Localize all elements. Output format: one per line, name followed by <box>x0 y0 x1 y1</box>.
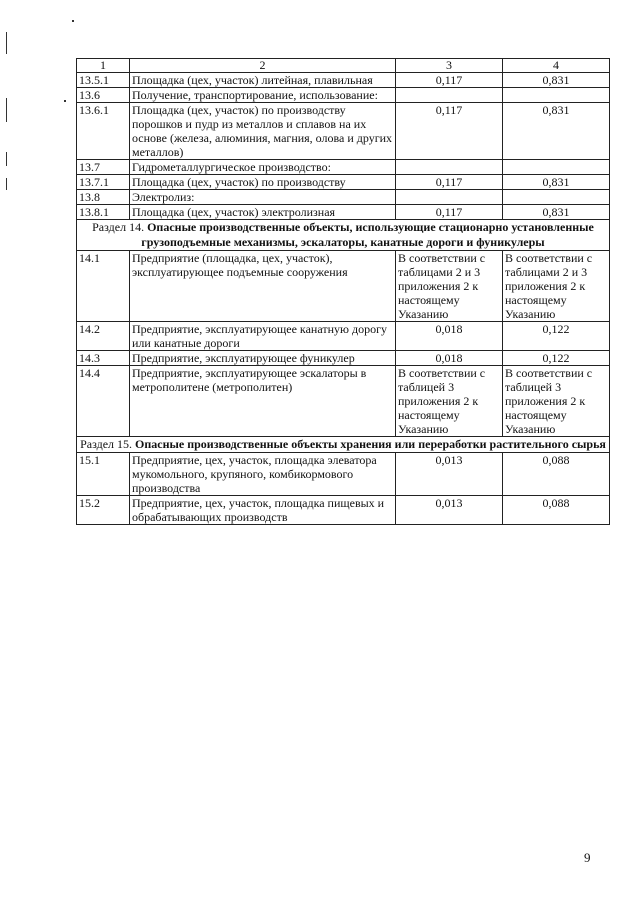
row-name: Предприятие, цех, участок, площадка элеватора мукомольного, крупяного, комбикормового производства <box>130 453 396 496</box>
row-value-col4: 0,122 <box>503 351 610 366</box>
row-name: Площадка (цех, участок) литейная, плавильная <box>130 73 396 88</box>
row-name: Площадка (цех, участок) по производству <box>130 175 396 190</box>
row-code: 14.1 <box>77 251 130 322</box>
table-row <box>77 351 610 366</box>
row-name: Предприятие, цех, участок, площадка пищевых и обрабатывающих производств <box>130 496 396 525</box>
row-code: 13.6 <box>77 88 130 103</box>
scan-mark <box>6 178 7 190</box>
row-name: Получение, транспортирование, использование: <box>130 88 396 103</box>
table-row <box>77 251 610 322</box>
rates-table <box>76 58 610 525</box>
scan-dot <box>64 100 66 102</box>
row-value-col4: 0,831 <box>503 175 610 190</box>
section-bold-title: Опасные производственные объекты хранения или переработки растительного сырья <box>135 437 606 451</box>
row-value-col3 <box>396 88 503 103</box>
row-code: 15.1 <box>77 453 130 496</box>
row-value-col4: 0,831 <box>503 73 610 88</box>
table-row <box>77 73 610 88</box>
row-value-col4: 0,088 <box>503 496 610 525</box>
table-row <box>77 103 610 160</box>
row-value-col3 <box>396 160 503 175</box>
section-header-row <box>77 437 610 453</box>
table-row <box>77 322 610 351</box>
row-code: 13.7.1 <box>77 175 130 190</box>
row-code: 13.8.1 <box>77 205 130 220</box>
header-col-3: 3 <box>396 59 503 73</box>
row-value-col3: 0,117 <box>396 175 503 190</box>
header-col-2: 2 <box>130 59 396 73</box>
row-value-col4: 0,122 <box>503 322 610 351</box>
section-title <box>77 437 610 453</box>
row-value-col3: 0,018 <box>396 322 503 351</box>
section-header-row <box>77 220 610 251</box>
section-prefix: Раздел 15. <box>80 437 136 451</box>
table-row <box>77 190 610 205</box>
table-row <box>77 496 610 525</box>
table-row <box>77 366 610 437</box>
row-value-col4: 0,831 <box>503 103 610 160</box>
scan-mark <box>6 32 7 54</box>
row-name: Площадка (цех, участок) электролизная <box>130 205 396 220</box>
section-bold-title: Опасные производственные объекты, использующие стационарно установленные грузоподъемные механизмы, эскалаторы, канатные дороги и фуникулеры <box>141 220 594 249</box>
row-value-col3: 0,018 <box>396 351 503 366</box>
row-value-col3: 0,013 <box>396 496 503 525</box>
row-name: Предприятие, эксплуатирующее эскалаторы в метрополитене (метрополитен) <box>130 366 396 437</box>
row-code: 13.6.1 <box>77 103 130 160</box>
row-name: Предприятие (площадка, цех, участок), эксплуатирующее подъемные сооружения <box>130 251 396 322</box>
row-name: Гидрометаллургическое производство: <box>130 160 396 175</box>
row-value-col3: В соответствии с таблицей 3 приложения 2 к настоящему Указанию <box>396 366 503 437</box>
section-title <box>77 220 610 251</box>
table-row <box>77 160 610 175</box>
header-col-1: 1 <box>77 59 130 73</box>
table-row <box>77 453 610 496</box>
row-value-col3: 0,013 <box>396 453 503 496</box>
row-value-col4: В соответствии с таблицами 2 и 3 приложения 2 к настоящему Указанию <box>503 251 610 322</box>
row-value-col4 <box>503 190 610 205</box>
row-value-col4: 0,831 <box>503 205 610 220</box>
row-code: 13.5.1 <box>77 73 130 88</box>
scan-mark <box>6 98 7 122</box>
row-name: Электролиз: <box>130 190 396 205</box>
row-value-col3: 0,117 <box>396 103 503 160</box>
row-value-col4: В соответствии с таблицей 3 приложения 2 к настоящему Указанию <box>503 366 610 437</box>
page-number: 9 <box>584 850 591 865</box>
header-col-4: 4 <box>503 59 610 73</box>
row-value-col4: 0,088 <box>503 453 610 496</box>
row-code: 14.3 <box>77 351 130 366</box>
row-name: Предприятие, эксплуатирующее фуникулер <box>130 351 396 366</box>
table-row <box>77 88 610 103</box>
row-value-col3: В соответствии с таблицами 2 и 3 приложения 2 к настоящему Указанию <box>396 251 503 322</box>
table-header-row <box>77 59 610 73</box>
row-code: 13.8 <box>77 190 130 205</box>
row-value-col3 <box>396 190 503 205</box>
row-code: 15.2 <box>77 496 130 525</box>
section-prefix: Раздел 14. <box>92 220 148 234</box>
row-name: Площадка (цех, участок) по производству порошков и пудр из металлов и сплавов на их основе (железа, алюминия, магния, олова и других металлов) <box>130 103 396 160</box>
row-value-col4 <box>503 160 610 175</box>
table-row <box>77 175 610 190</box>
row-value-col3: 0,117 <box>396 205 503 220</box>
row-value-col3: 0,117 <box>396 73 503 88</box>
row-value-col4 <box>503 88 610 103</box>
scan-mark <box>6 152 7 166</box>
scan-dot <box>72 20 74 22</box>
row-code: 13.7 <box>77 160 130 175</box>
row-name: Предприятие, эксплуатирующее канатную дорогу или канатные дороги <box>130 322 396 351</box>
row-code: 14.4 <box>77 366 130 437</box>
table-row <box>77 205 610 220</box>
row-code: 14.2 <box>77 322 130 351</box>
